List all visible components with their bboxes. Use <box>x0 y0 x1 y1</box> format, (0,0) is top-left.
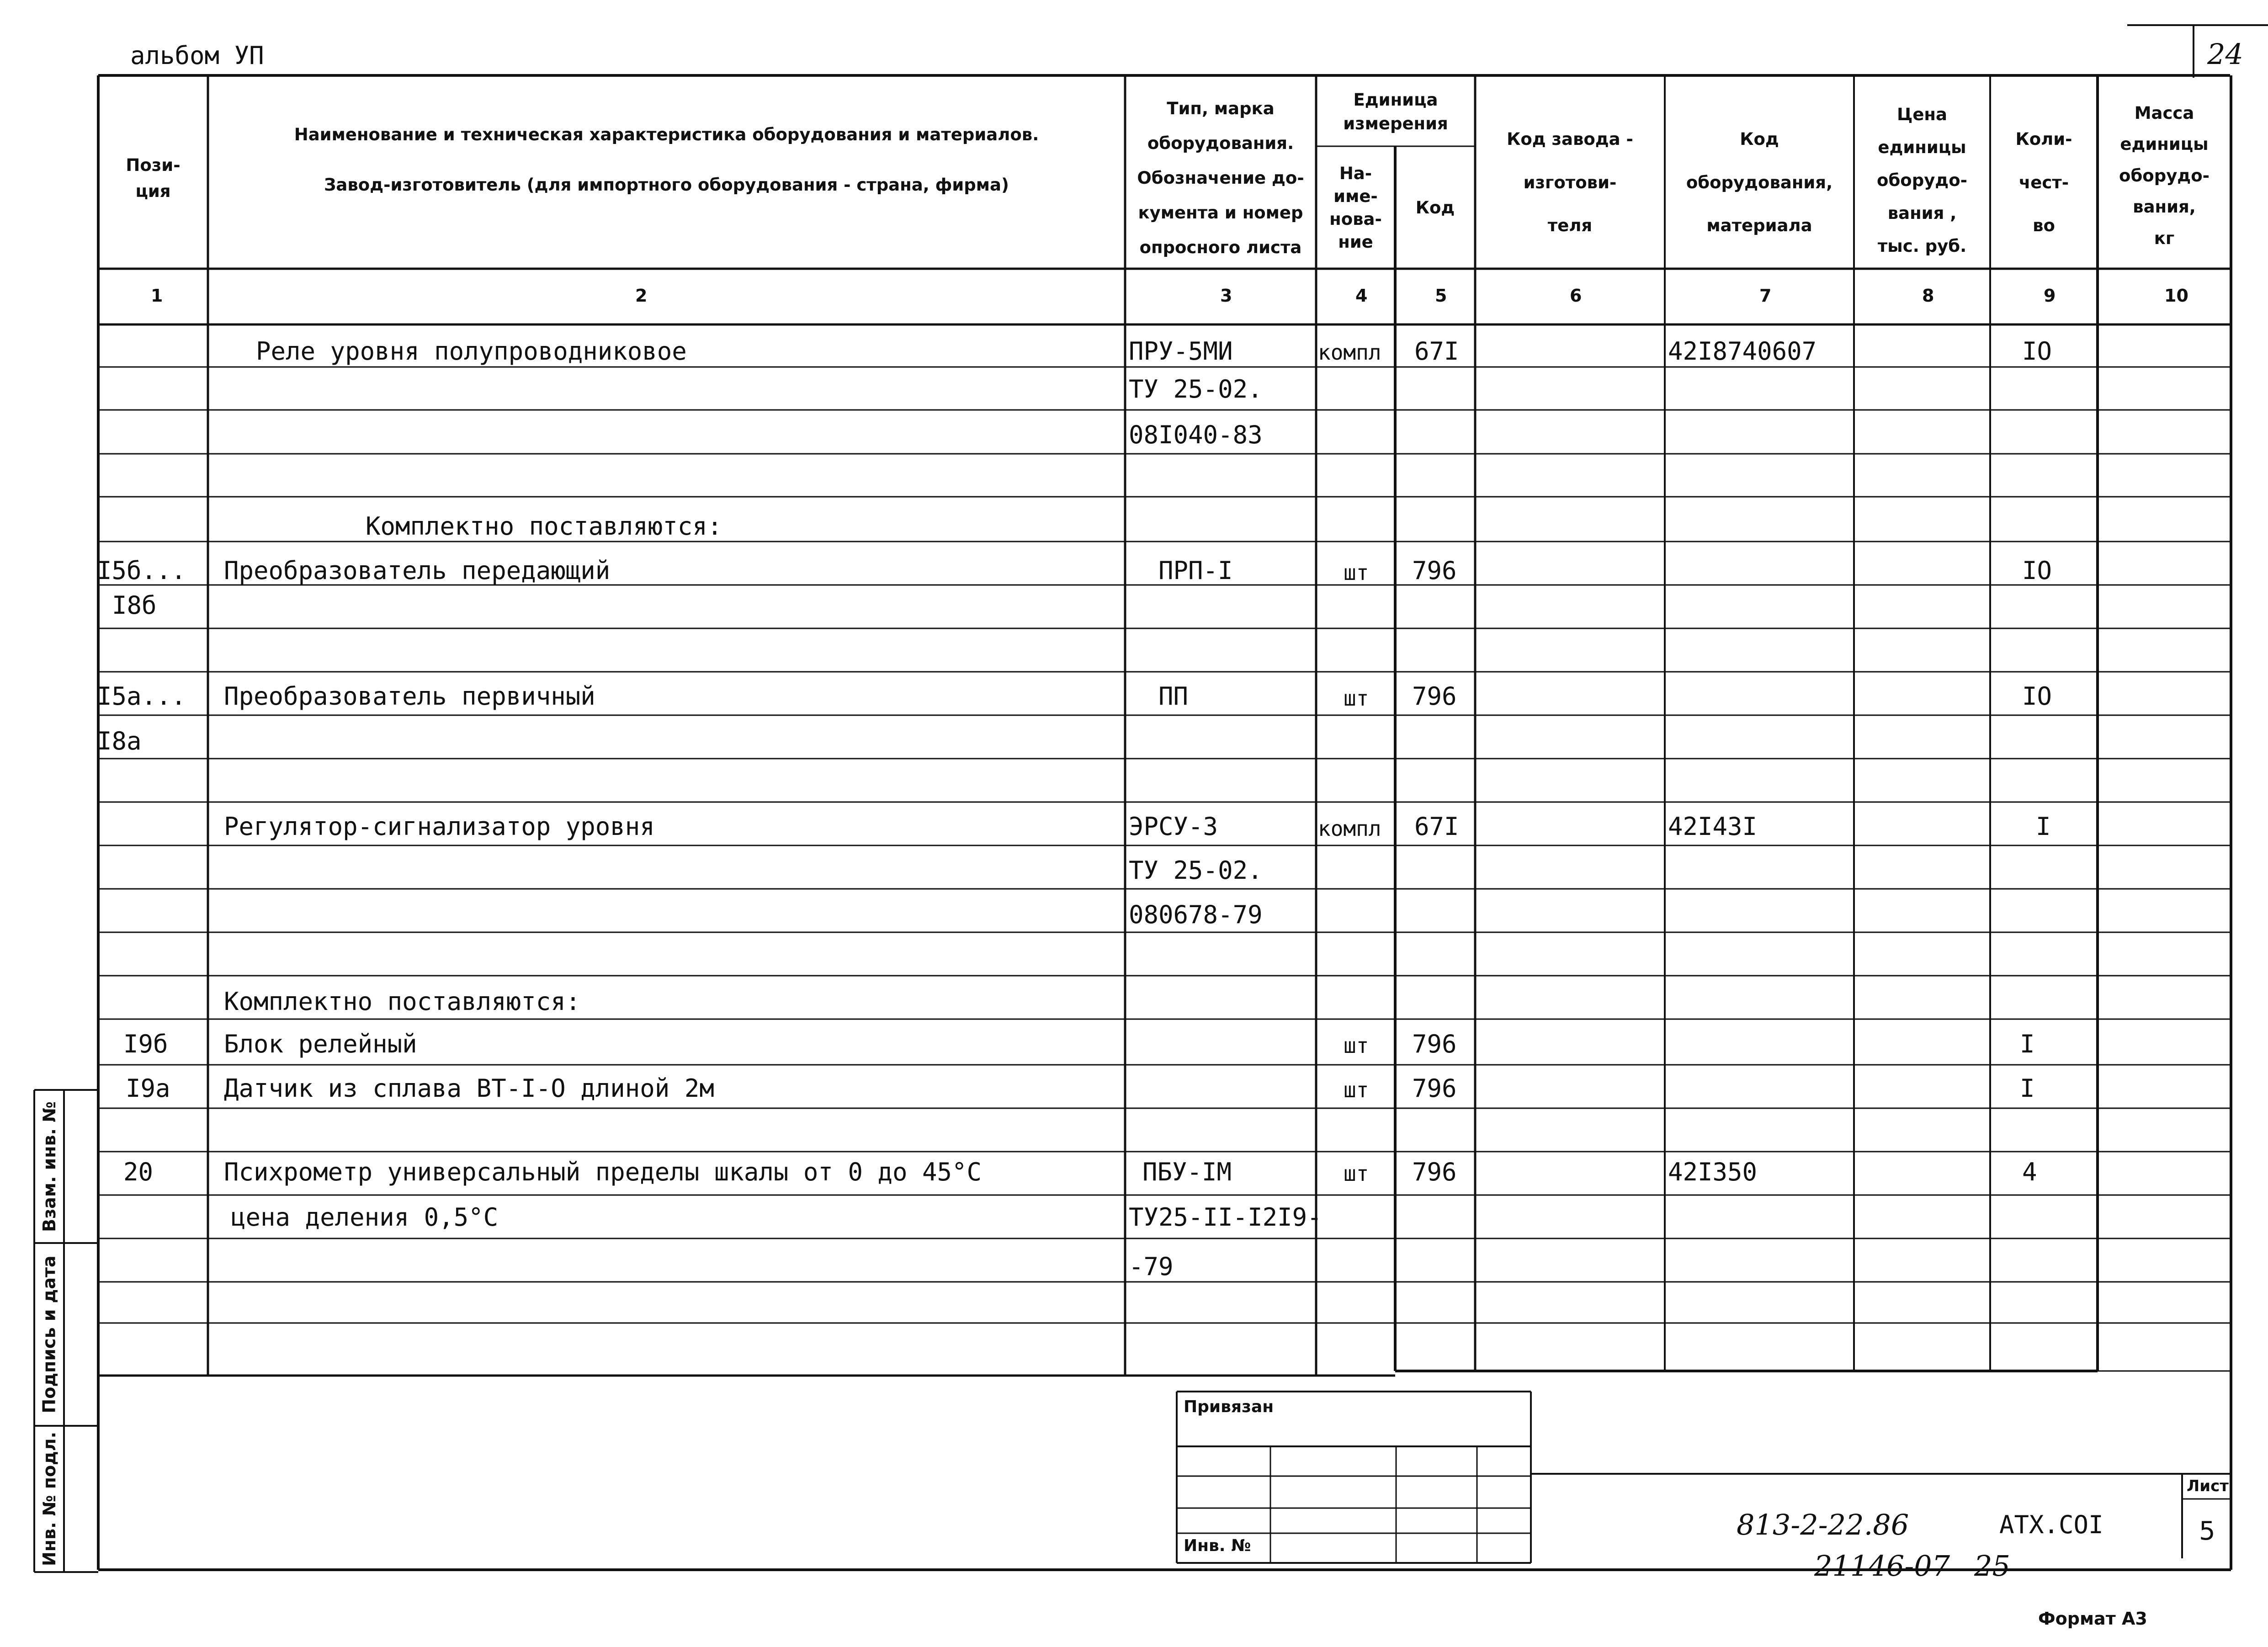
col-header-name-line1: Наименование и техническая характеристика оборудования и материалов. <box>294 125 1039 145</box>
row-pos-relay-block: I9б <box>123 1030 168 1058</box>
row-name-sensor: Датчик из сплава ВТ-I-О длиной 2м <box>224 1074 714 1103</box>
row-unit-regulator: компл <box>1318 816 1381 841</box>
row-code-relay: 67I <box>1414 337 1459 366</box>
stamp-privyazan: Привязан <box>1184 1397 1274 1416</box>
row-pos-psychrometer: 20 <box>123 1158 154 1186</box>
col-header-name-line2: Завод-изготовитель (для импортного оборудования - страна, фирма) <box>324 175 1009 195</box>
row-pos2-transmitter: I8б <box>112 591 157 620</box>
row-type-regulator-doc: 080678-79 <box>1129 900 1263 929</box>
row-pos-primary: I5а... <box>97 682 186 711</box>
col-header-factory-code: Код завода - изготови- теля <box>1507 129 1633 236</box>
col-header-quantity: Коли- чест- во <box>2015 129 2072 236</box>
row-unit-primary: шт <box>1344 686 1369 711</box>
row-code-relay-block: 796 <box>1412 1030 1457 1058</box>
col-header-unit-group: Единица измерения <box>1343 90 1448 133</box>
page-corner-number: 24 <box>2207 37 2243 71</box>
row-name-complete-2: Комплектно поставляются: <box>224 987 581 1016</box>
row-qty-relay-block: I <box>2020 1030 2035 1058</box>
stamp-list-label: Лист <box>2187 1477 2229 1495</box>
row-code-psychrometer: 796 <box>1412 1158 1457 1186</box>
col-header-unit-code: Код <box>1415 198 1455 218</box>
row-name-transmitter: Преобразователь передающий <box>224 556 611 585</box>
col-header-mass: Масса единицы оборудо- вания, кг <box>2119 103 2210 248</box>
col-header-type: Тип, марка оборудования. Обозначение до- кумента и номер опросного листа <box>1137 99 1304 257</box>
row-unit-transmitter: шт <box>1344 560 1369 585</box>
row-qty-regulator: I <box>2036 812 2051 841</box>
row-type-regulator-tu: ТУ 25-02. <box>1129 856 1263 885</box>
row-type-transmitter: ПРП-I <box>1158 556 1233 585</box>
row-pos-transmitter: I5б... <box>97 556 186 585</box>
row-code7-regulator: 42I43I <box>1668 812 1758 841</box>
col-header-position: Пози- ция <box>126 155 181 201</box>
row-type-regulator: ЭРСУ-3 <box>1129 812 1218 841</box>
row-unit-psychrometer: шт <box>1344 1161 1369 1186</box>
row-name-regulator: Регулятор-сигнализатор уровня <box>224 812 655 841</box>
col-header-price: Цена единицы оборудо- вания , тыс. руб. <box>1877 104 1967 256</box>
row-qty-sensor: I <box>2020 1074 2035 1103</box>
stamp-inv-no: Инв. № <box>1184 1536 1251 1555</box>
row-type-relay-doc: 08I040-83 <box>1129 420 1263 449</box>
row-code-regulator: 67I <box>1414 812 1459 841</box>
row-qty-psychrometer: 4 <box>2022 1158 2037 1186</box>
row-qty-relay: IO <box>2022 337 2052 366</box>
col-header-equipment-code: Код оборудования, материала <box>1686 129 1833 236</box>
format-label: Формат А3 <box>2038 1609 2147 1629</box>
row-name-primary: Преобразователь первичный <box>224 682 595 711</box>
stamp-doc-code: АТХ.СОI <box>1999 1510 2103 1539</box>
row-type-primary: ПП <box>1158 682 1189 711</box>
row-code7-relay: 42I8740607 <box>1668 337 1817 366</box>
row-name-relay: Реле уровня полупроводниковое <box>256 337 687 366</box>
row-code-sensor: 796 <box>1412 1074 1457 1103</box>
row-pos2-primary: I8а <box>97 727 142 755</box>
side-stamp-inv: Инв. № подл. <box>39 1431 60 1567</box>
stamp-list-number: 5 <box>2199 1516 2215 1546</box>
side-stamp-podpis: Подпись и дата <box>39 1255 59 1413</box>
row-code-transmitter: 796 <box>1412 556 1457 585</box>
row-pos-sensor: I9а <box>126 1074 170 1103</box>
row-name-complete-1: Комплектно поставляются: <box>366 512 722 541</box>
stamp-doc-number: 813-2-22.86 <box>1737 1508 1909 1541</box>
row-name-relay-block: Блок релейный <box>224 1030 417 1058</box>
row-code7-psychrometer: 42I350 <box>1668 1158 1758 1186</box>
row-qty-primary: IO <box>2022 682 2052 711</box>
archive-number: 21146-07 <box>1814 1549 1950 1583</box>
archive-page: 25 <box>1974 1549 2010 1583</box>
row-code-primary: 796 <box>1412 682 1457 711</box>
album-label: альбом УП <box>130 41 264 70</box>
row-name-psychrometer-cont: цена деления 0,5°С <box>231 1203 499 1232</box>
row-name-psychrometer: Психрометр универсальный пределы шкалы от 0 до 45°С <box>224 1158 982 1186</box>
row-type-psychrometer-tu: ТУ25-II-I2I9- <box>1129 1203 1322 1232</box>
col-header-unit-name: На- име- нова- ние <box>1329 164 1382 252</box>
row-qty-transmitter: IO <box>2022 556 2052 585</box>
side-stamp-vzam: Взам. инв. № <box>39 1101 60 1232</box>
row-unit-sensor: шт <box>1344 1078 1369 1102</box>
row-type-relay-tu: ТУ 25-02. <box>1129 375 1263 404</box>
row-type-relay: ПРУ-5МИ <box>1129 337 1233 366</box>
row-unit-relay: компл <box>1318 340 1381 365</box>
row-type-psychrometer: ПБУ-IМ <box>1142 1158 1232 1186</box>
row-type-psychrometer-doc: -79 <box>1129 1252 1174 1281</box>
row-unit-relay-block: шт <box>1344 1033 1369 1058</box>
